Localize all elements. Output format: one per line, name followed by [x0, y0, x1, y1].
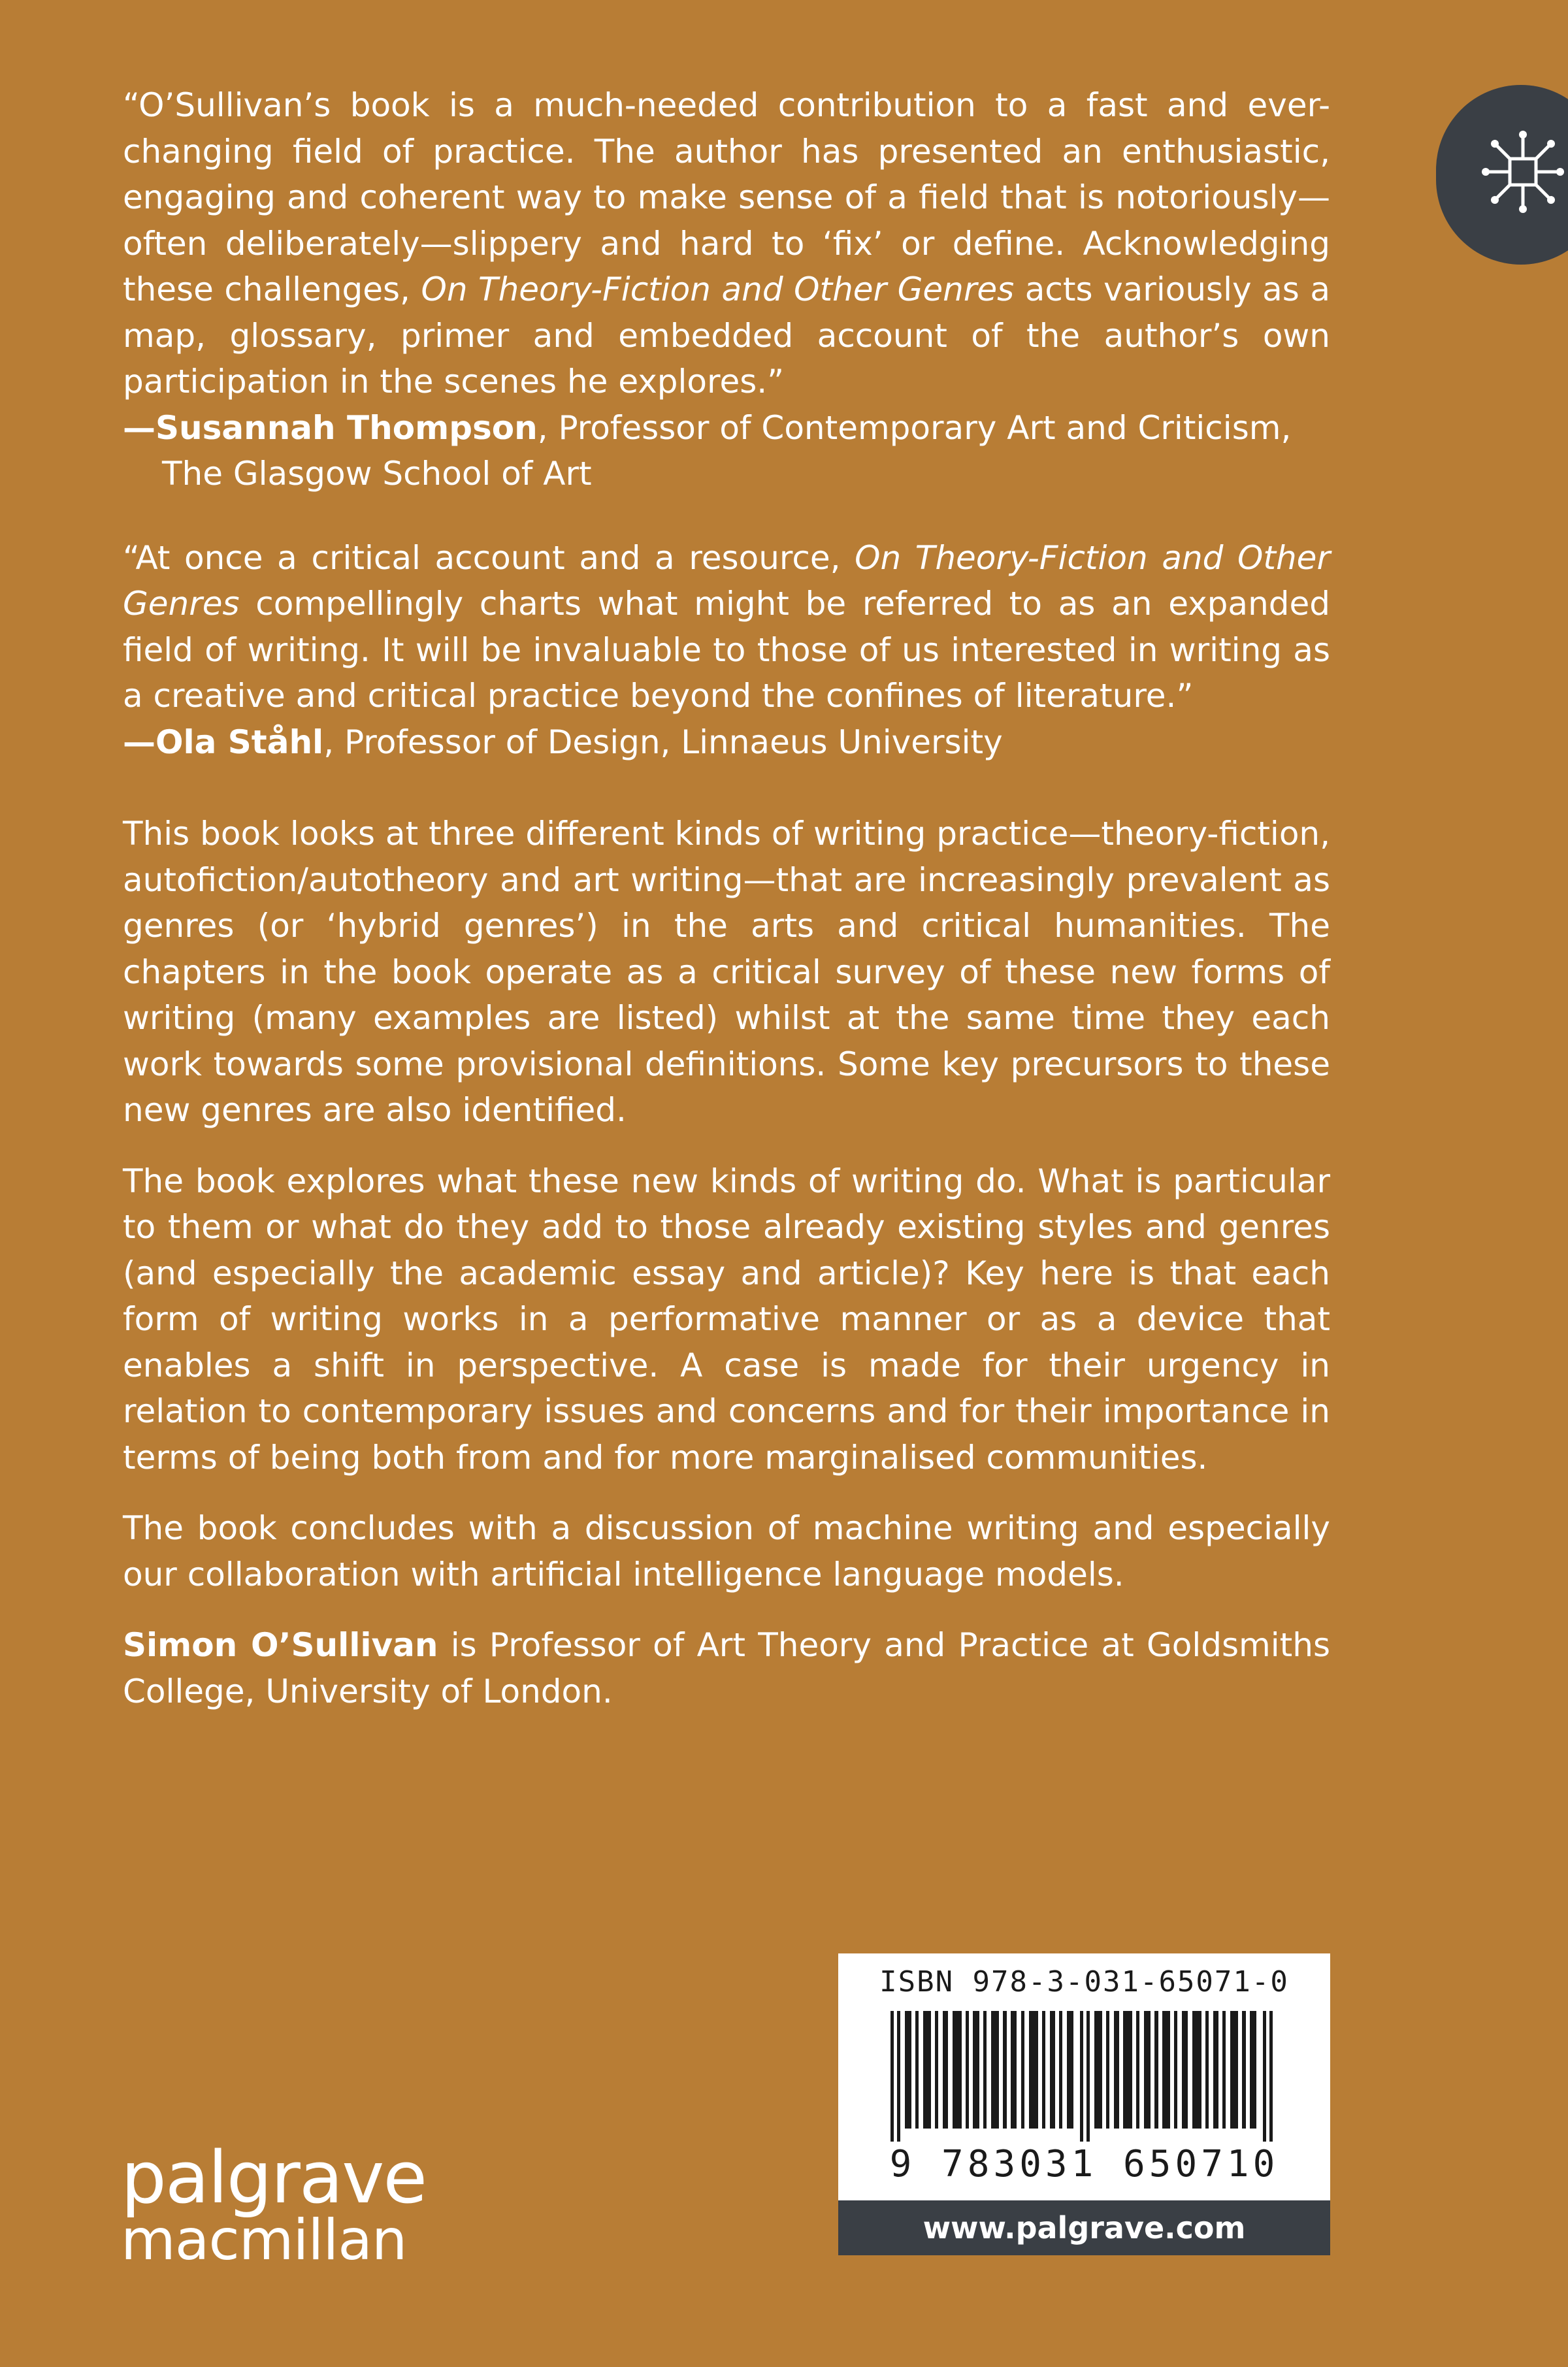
description-paragraph-3: The book concludes with a discussion of machine writing and especially our collaboration with artificial intelligence language models.: [123, 1509, 1330, 1593]
quote-attribution: [123, 405, 1330, 497]
book-title-italic: On Theory-Fiction and Other Genres: [421, 270, 1015, 308]
palgrave-network-icon: [1480, 129, 1565, 214]
attribution-role: , Professor of Contemporary Art and Criticism, The Glasgow School of Art: [162, 408, 1292, 493]
back-cover-text: [123, 82, 1330, 1739]
attribution-name: —Ola Ståhl: [123, 723, 324, 761]
logo-macmillan: macmillan: [121, 2208, 407, 2273]
description-paragraph-2: The book explores what these new kinds of writing do. What is particular to them or what do they add to those already existing styles and genres (and especially the academic essay and article)? Key here is that each form of writing works in a performative manner or as a device that enables a shift in perspective. A case is made for their urgency in relation to contemporary issues and concerns and for their importance in terms of being both from and for more marginalised communities.: [123, 1162, 1330, 1477]
endorsement-quote-2: [123, 535, 1330, 766]
description-paragraph-1: This book looks at three different kinds of writing practice—theory-fiction, autofiction/autotheory and art writing—that are increasingly prevalent as genres (or ‘hybrid genres’) in the arts and critical humanities. The chapters in the book operate as a critical survey of these new forms of writing (many examples are listed) whilst at the same time they each work towards some provisional definitions. Some key precursors to these new genres are also identified.: [123, 815, 1330, 1129]
attribution-role: , Professor of Design, Linnaeus University: [323, 723, 1003, 761]
attribution-name: —Susannah Thompson: [123, 408, 538, 447]
logo-palgrave: palgrave: [121, 2136, 427, 2219]
author-bio-text: is Professor of Art Theory and Practice at Goldsmiths College, University of London.: [123, 1626, 1330, 1710]
book-title-italic: On Theory-Fiction and Other Genres: [123, 538, 1331, 623]
book-description: [123, 811, 1330, 1714]
publisher-logo: [121, 2136, 427, 2273]
author-name: Simon O’Sullivan: [123, 1626, 438, 1664]
quote-text: “At once a critical account and a resource,: [123, 538, 855, 577]
palgrave-badge: [1436, 85, 1568, 265]
barcode-digits: 9 783031 650710: [889, 2143, 1279, 2185]
endorsement-quote-1: [123, 82, 1330, 497]
isbn-label: ISBN 978-3-031-65071-0: [879, 1965, 1289, 1999]
quote-text: acts variously as a map, glossary, primer and embedded account of the author’s own participation in the scenes he explores.”: [123, 270, 1330, 400]
author-bio: [123, 1622, 1330, 1714]
barcode-icon: [890, 2011, 1282, 2142]
quote-attribution: [123, 719, 1330, 766]
quote-text: “O’Sullivan’s book is a much-needed contribution to a fast and ever-changing field of practice. The author has presented an enthusiastic, engaging and coherent way to make sense of a field that is notoriously—often deliberately—slippery and hard to ‘fix’ or define. Acknowledging these challenges,: [123, 86, 1330, 308]
quote-text: compellingly charts what might be referred to as an expanded field of writing. It will be invaluable to those of us interested in writing as a creative and critical practice beyond the confines of literature.”: [123, 585, 1330, 715]
isbn-barcode: [838, 1953, 1330, 2200]
publisher-website: www.palgrave.com: [838, 2200, 1330, 2255]
